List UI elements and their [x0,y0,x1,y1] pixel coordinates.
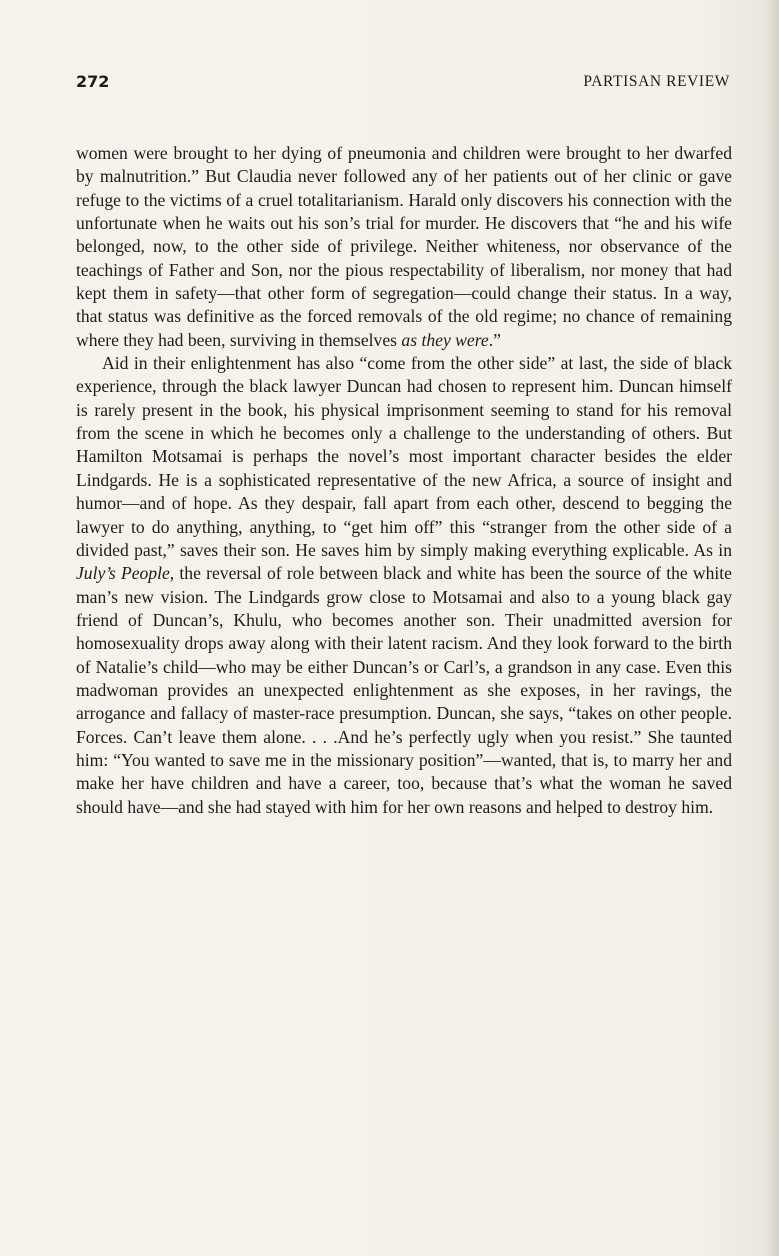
text-segment: , the reversal of role between black and white has been the source of the white man’s new vision. The Lindgards grow close to Motsamai and also to a young black gay friend of Duncan’s, Khulu, who becomes another son. Their unadmitted aversion for homosexuality drops away along with their latent racism. And they look forward to the birth of Natalie’s child—who may be either Duncan’s or Carl’s, a grandson in any case. Even this madwoman provides an unexpected enlightenment as she exposes, in her ravings, the arrogance and fallacy of master-race presumption. Duncan, she says, “takes on other people. Forces. Can’t leave them alone. . . .And he’s perfectly ugly when you resist.” She taunted him: “You wanted to save me in the missionary position”—wanted, that is, to marry her and make her have children and have a career, too, because that’s what the woman he saved should have—and she had stayed with him for her own reasons and helped to destroy him. [76,563,732,817]
paragraph [76,352,732,819]
text-segment: .” [488,329,501,350]
text-segment: women were brought to her dying of pneumonia and children were brought to her dwarfed by malnutrition.” But Claudia never followed any of her patients out of her clinic or gave refuge to the victims of a cruel totalitarianism. Harald only discovers his connection with the unfortunate when he waits out his son’s trial for murder. He discovers that “he and his wife belonged, now, to the other side of privilege. Neither whiteness, nor observance of the teachings of Father and Son, nor the pious respectability of liberalism, nor money that had kept them in safety—that other form of segregation—could change their status. In a way, that status was definitive as the forced removals of the old regime; no chance of remaining where they had been, surviving in themselves [76,143,732,350]
body-text [76,142,732,819]
text-segment: Aid in their enlightenment has also “come from the other side” at last, the side of black experience, through the black lawyer Duncan had chosen to represent him. Duncan himself is rarely present in the book, his physical imprisonment seeming to stand for his removal from the scene in which he becomes only a challenge to the understanding of others. But Hamilton Motsamai is perhaps the novel’s most important character besides the elder Lindgards. He is a sophisticated representative of the new Africa, a source of insight and humor—and of hope. As they despair, fall apart from each other, descend to begging the lawyer to do anything, anything, to “get him off” this “stranger from the other side of a divided past,” saves their son. He saves him by simply making everything explicable. As in [76,353,732,560]
running-head: PARTISAN REVIEW [583,73,730,90]
italic-book-title: July’s People [76,563,170,584]
page-header [76,72,730,96]
page-number: 272 [76,72,110,91]
italic-phrase: as they were [401,329,489,350]
page-edge-shadow [765,0,779,1256]
paragraph [76,142,732,352]
